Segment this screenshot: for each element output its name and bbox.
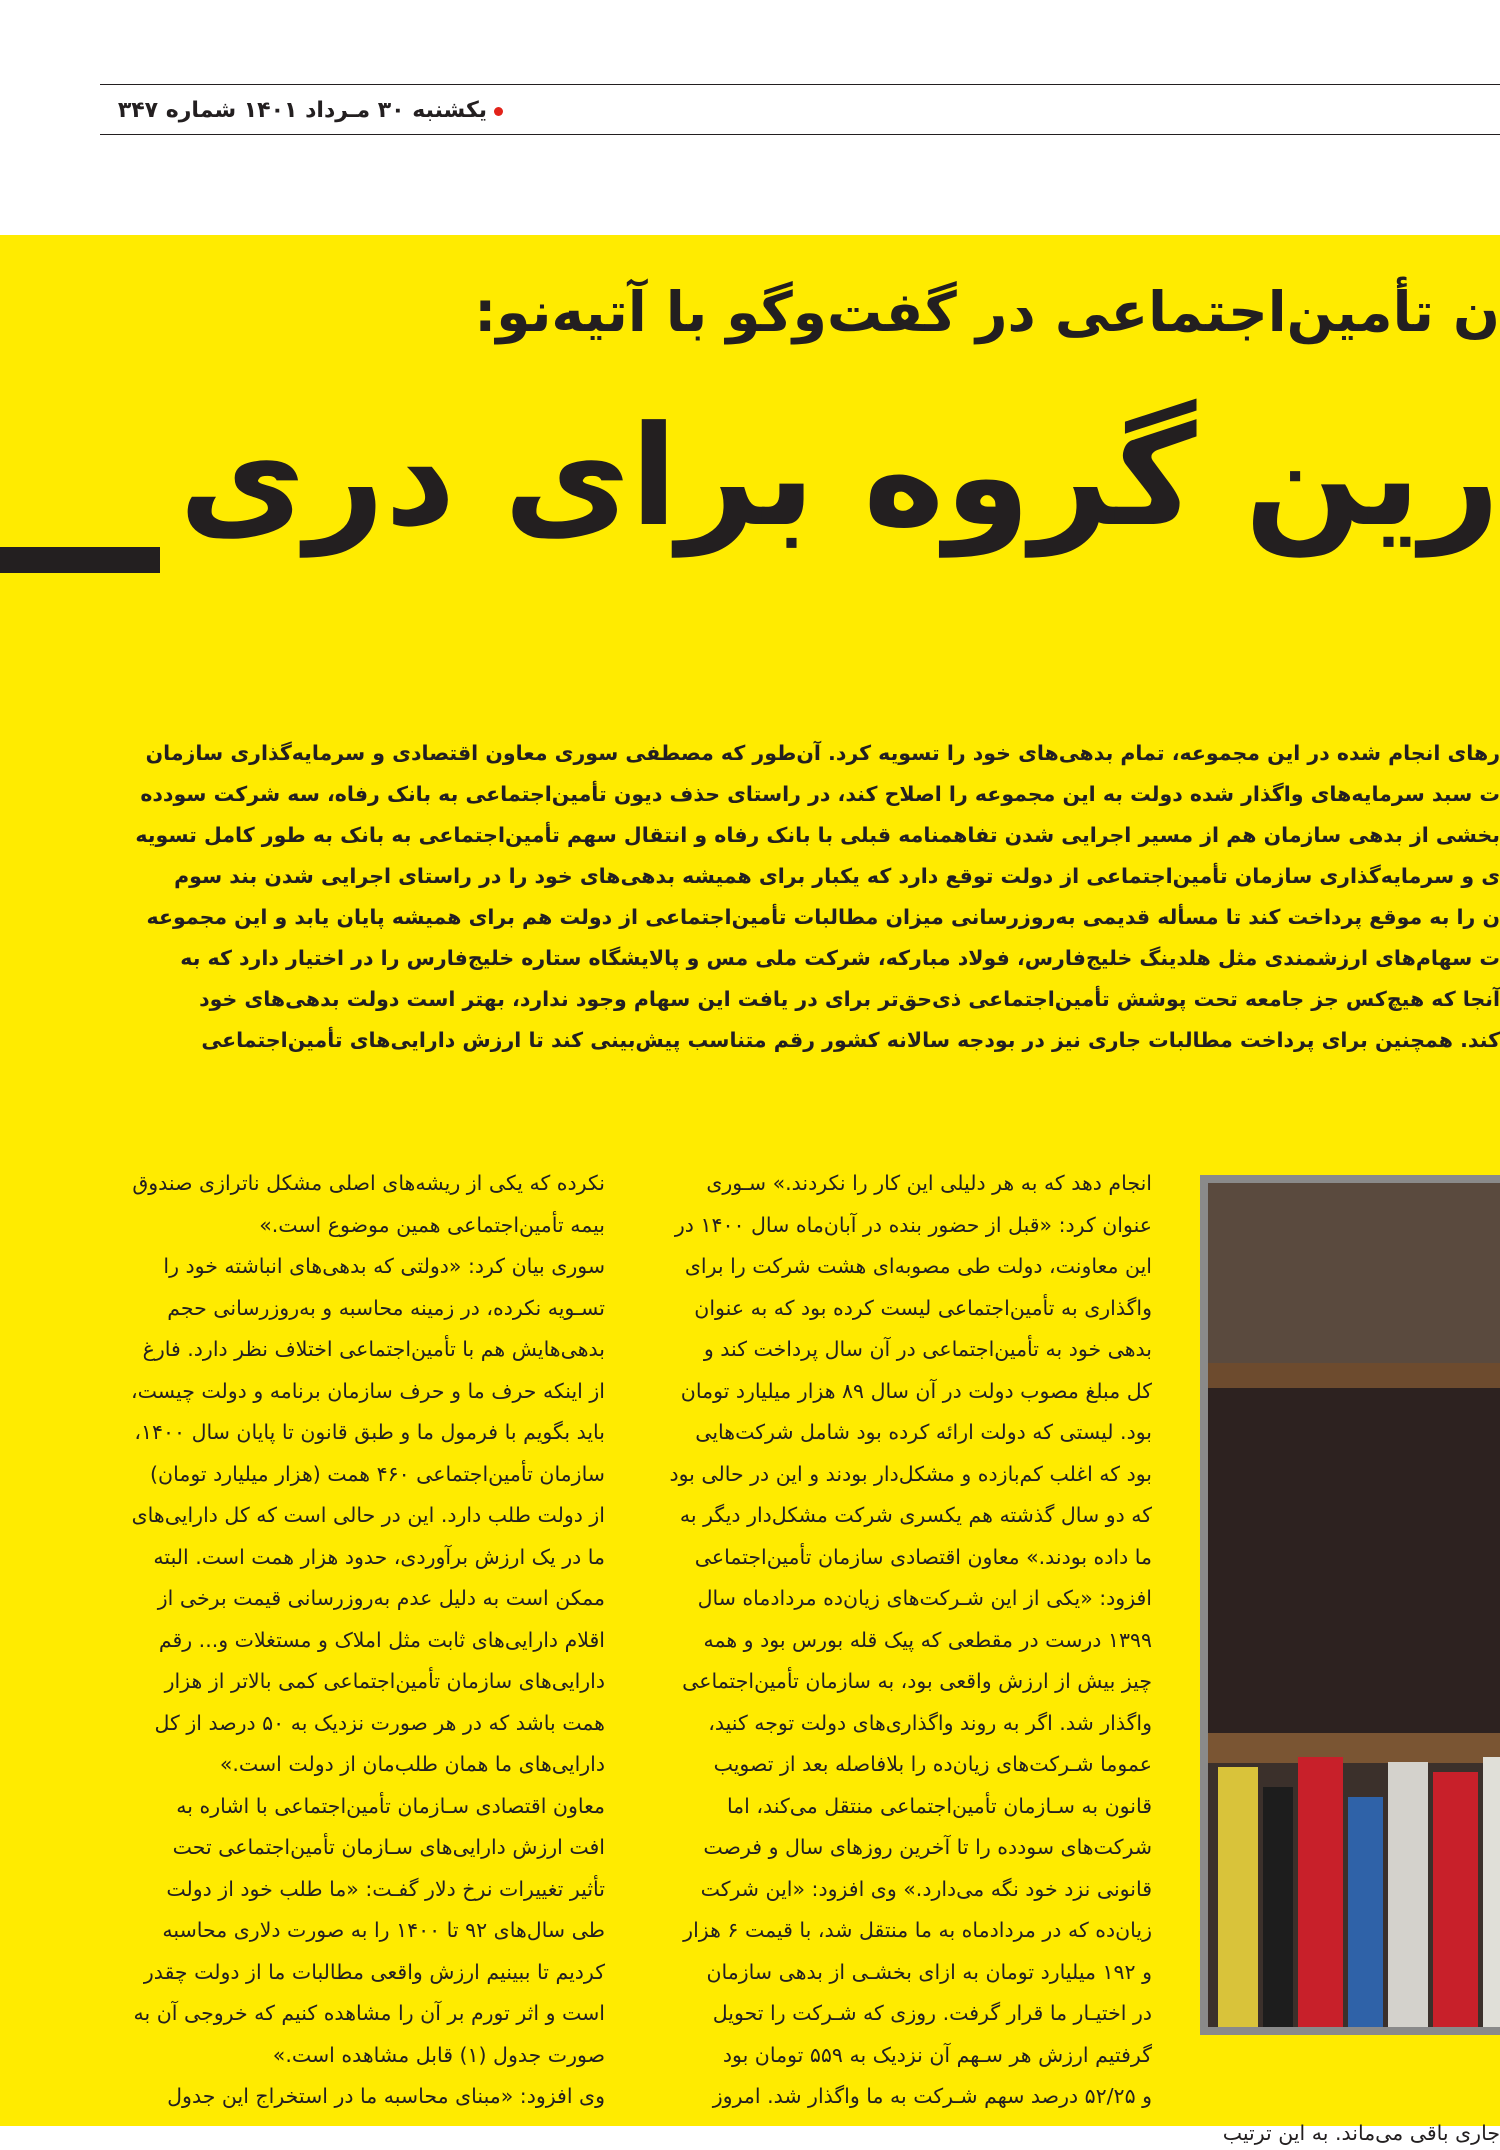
body-line: تأثیر تغییرات نرخ دلار گفـت: «ما طلب خود از دولت bbox=[166, 1876, 605, 1901]
body-line: همت باشد که در هر صورت نزدیک به ۵۰ درصد از کل bbox=[154, 1710, 605, 1735]
body-line: طی سال‌های ۹۲ تا ۱۴۰۰ را به صورت دلاری محاسبه bbox=[162, 1918, 605, 1942]
body-line: زیان‌ده که در مرداد‌ماه به ما منتقل شد، با قیمت ۶ هزار bbox=[683, 1918, 1152, 1942]
body-line: انجام دهد که به هر دلیلی این کار را نکردند.» سـوری bbox=[706, 1171, 1152, 1195]
body-line: معاون اقتصادی سـازمان تأمین‌اجتماعی با اشاره به bbox=[176, 1793, 605, 1818]
body-line: باید بگویم با فرمول ما و طبق قانون تا پایان سال ۱۴۰۰، bbox=[134, 1420, 605, 1444]
lead-line: ت سهام‌های ارزشمندی مثل هلدینگ خلیج‌فارس، فولاد مبارکه، شرکت ملی مس و پالایشگاه ستاره خلیج‌فارس را در اختیار دارد که به bbox=[180, 946, 1500, 970]
masthead-rule-bottom bbox=[100, 134, 1500, 135]
body-line: بود که اغلب کم‌بازده و مشکل‌دار بودند و این در حالی بود bbox=[669, 1461, 1152, 1486]
body-line: سوری بیان کرد: «دولتی که بدهی‌های انباشته خود را bbox=[163, 1254, 605, 1278]
body-column-middle bbox=[652, 1163, 1152, 2118]
body-line: تسـویه نکرده، در زمینه محاسبه و به‌روزرسانی حجم bbox=[167, 1295, 605, 1320]
bullet-dot-icon bbox=[494, 107, 503, 116]
photo-book bbox=[1218, 1767, 1258, 2027]
body-line: کل مبلغ مصوب دولت در آن سال ۸۹ هزار میلیارد تومان bbox=[680, 1378, 1152, 1403]
headline-tatweel-rule bbox=[0, 547, 160, 573]
body-line: چیز بیش از ارزش واقعی بود، به سازمان تأمین‌اجتماعی bbox=[682, 1669, 1152, 1693]
article-lead bbox=[100, 733, 1500, 1061]
lead-line: ن را به موقع پرداخت کند تا مسأله قدیمی به‌روزرسانی میزان مطالبات تأمین‌اجتماعی از دولت هم برای همیشه پایان یابد و این مجموعه bbox=[146, 905, 1500, 929]
body-line: و ۱۹۲ میلیارد تومان به ازای بخشـی از بدهی سازمان bbox=[706, 1959, 1152, 1984]
photo-shelf-board-lower bbox=[1208, 1733, 1500, 1763]
body-line: وی افزود: «مبنای محاسبه ما در استخراج این جدول bbox=[167, 2084, 605, 2108]
body-line: بود. لیستی که دولت ارائه کرده بود شامل شرکت‌هایی bbox=[695, 1420, 1152, 1444]
lead-line: ت سبد سرمایه‌های واگذار شده دولت به این مجموعه را اصلاح کند، در راستای حذف دیون تأمین‌اجتماعی به بانک رفاه، سه شرکت سودده bbox=[140, 782, 1500, 806]
photo-shelf-upper bbox=[1208, 1183, 1500, 1363]
lead-line: رهای انجام شده در این مجموعه، تمام بدهی‌های خود را تسویه کرد. آن‌طور که مصطفی سوری معاون اقتصادی و سرمایه‌گذاری سازمان bbox=[145, 741, 1500, 765]
photo-shelf-board bbox=[1208, 1363, 1500, 1388]
body-line: ما داده بودند.» معاون اقتصادی سازمان تأمین‌اجتماعی bbox=[694, 1544, 1152, 1569]
photo-book bbox=[1298, 1757, 1343, 2027]
body-line: است و اثر تورم بر آن را مشاهده کنیم که خروجی آن به bbox=[133, 2001, 605, 2025]
body-line: ممکن است به دلیل عدم به‌روزرسانی قیمت برخی از bbox=[157, 1586, 605, 1610]
body-line: بیمه تأمین‌اجتماعی همین موضوع است.» bbox=[259, 1212, 605, 1237]
body-line: دارایی‌های ما همان طلب‌مان از دولت است.» bbox=[219, 1752, 605, 1776]
body-line: بدهی‌هایش هم با تأمین‌اجتماعی اختلاف نظر دارد. فارغ bbox=[142, 1337, 605, 1361]
body-line: از اینکه حرف ما و حرف سازمان برنامه و دولت چیست، bbox=[131, 1378, 605, 1403]
body-line: ما در یک ارزش برآوردی، حدود هزار همت است. البته bbox=[153, 1544, 605, 1569]
body-line: سازمان تأمین‌اجتماعی ۴۶۰ همت (هزار میلیارد تومان) bbox=[150, 1461, 605, 1486]
body-line: افزود: «یکی از این شـرکت‌های زیان‌ده مرداد‌ماه سال bbox=[697, 1586, 1152, 1610]
photo-book bbox=[1433, 1772, 1478, 2027]
body-line: ۱۳۹۹ درست در مقطعی که پیک قله بورس بود و همه bbox=[703, 1627, 1152, 1652]
body-line: عنوان کرد: «قبل از حضور بنده در آبان‌ماه سال ۱۴۰۰ در bbox=[674, 1212, 1152, 1237]
photo-shelf-shadow bbox=[1208, 1388, 1500, 1733]
body-line: قانونی نزد خود نگه می‌دارد.» وی افزود: «این شرکت bbox=[700, 1876, 1152, 1901]
body-line: صورت جدول (۱) قابل مشاهده است.» bbox=[272, 2042, 605, 2067]
body-line: بدهی خود به تأمین‌اجتماعی در آن سال پرداخت کند و bbox=[703, 1337, 1152, 1361]
body-line: دارایی‌های سازمان تأمین‌اجتماعی کمی بالاتر از هزار bbox=[164, 1669, 605, 1693]
body-line: گرفتیم ارزش هر سـهم آن نزدیک به ۵۵۹ تومان بود bbox=[722, 2042, 1152, 2067]
photo-bookshelf-image bbox=[1208, 1183, 1500, 2027]
photo-book bbox=[1388, 1762, 1428, 2027]
body-line: افت ارزش دارایی‌های سـازمان تأمین‌اجتماعی تحت bbox=[172, 1835, 605, 1859]
body-line: قانون به سـازمان تأمین‌اجتماعی منتقل می‌کند، اما bbox=[726, 1793, 1152, 1818]
body-line: که دو سال گذشته هم یکسری شرکت مشکل‌دار دیگر به bbox=[679, 1503, 1152, 1527]
issue-line-text: یکشنبه ۳۰ مـرداد ۱۴۰۱ شماره ۳۴۷ bbox=[117, 98, 487, 123]
body-column-left bbox=[100, 1163, 605, 2118]
photo-book bbox=[1348, 1797, 1383, 2027]
body-line: عموما شـرکت‌های زیان‌ده را بلافاصله بعد از تصویب bbox=[713, 1752, 1152, 1776]
article-kicker: ن تأمین‌اجتماعی در گفت‌وگو با آتیه‌نو: bbox=[474, 280, 1500, 344]
article-headline: رین گروه برای دری bbox=[178, 396, 1500, 557]
body-line: کردیم تا ببینیم ارزش واقعی مطالبات ما از دولت چقدر bbox=[143, 1959, 605, 1984]
issue-info bbox=[100, 96, 510, 126]
photo-adjacent-text: جاری باقی می‌ماند. به این ترتیب bbox=[1222, 2121, 1500, 2145]
lead-line: کند. همچنین برای پرداخت مطالبات جاری نیز در بودجه سالانه کشور رقم متناسب پیش‌بینی کند تا ارزش دارایی‌های تأمین‌اجتماعی bbox=[201, 1028, 1500, 1052]
body-line: اقلام دارایی‌های ثابت مثل املاک و مستغلات و... رقم bbox=[158, 1627, 605, 1652]
body-line: واگذار شد. اگر به روند واگذاری‌های دولت توجه کنید، bbox=[708, 1710, 1152, 1735]
body-line: از دولت طلب دارد. این در حالی است که کل دارایی‌های bbox=[131, 1503, 605, 1527]
body-line: شرکت‌های سودده را تا آخرین روزهای سال و فرصت bbox=[703, 1835, 1152, 1859]
body-line: نکرده که یکی از ریشه‌های اصلی مشکل ناترازی صندوق bbox=[132, 1171, 605, 1195]
body-line: این معاونت، دولت طی مصوبه‌ای هشت شرکت را برای bbox=[684, 1254, 1152, 1278]
photo-book bbox=[1263, 1787, 1293, 2027]
body-line: در اختیـار ما قرار گرفت. روزی که شـرکت را تحویل bbox=[712, 2001, 1152, 2025]
article-photo bbox=[1200, 1175, 1500, 2035]
body-line: و ۵۲/۲۵ درصد سهم شـرکت به ما واگذار شد. امروز bbox=[712, 2084, 1152, 2108]
lead-line: ی و سرمایه‌گذاری سازمان تأمین‌اجتماعی از دولت توقع دارد که یکبار برای همیشه بدهی‌های خود را در راستای اجرایی شدن بند سوم bbox=[174, 864, 1500, 888]
body-line: واگذاری به تأمین‌اجتماعی لیست کرده بود که به عنوان bbox=[694, 1295, 1152, 1320]
masthead-rule-top bbox=[100, 84, 1500, 85]
lead-line: آنجا که هیچ‌کس جز جامعه تحت پوشش تأمین‌اجتماعی ذی‌حق‌تر برای در یافت این سهام وجود ندارد، بهتر است دولت بدهی‌های خود bbox=[199, 987, 1500, 1011]
photo-book bbox=[1483, 1757, 1500, 2027]
lead-line: بخشی از بدهی سازمان هم از مسیر اجرایی شدن تفاهمنامه قبلی با بانک رفاه و انتقال سهم تأمین‌اجتماعی به بانک به طور کامل تسویه bbox=[135, 823, 1500, 847]
